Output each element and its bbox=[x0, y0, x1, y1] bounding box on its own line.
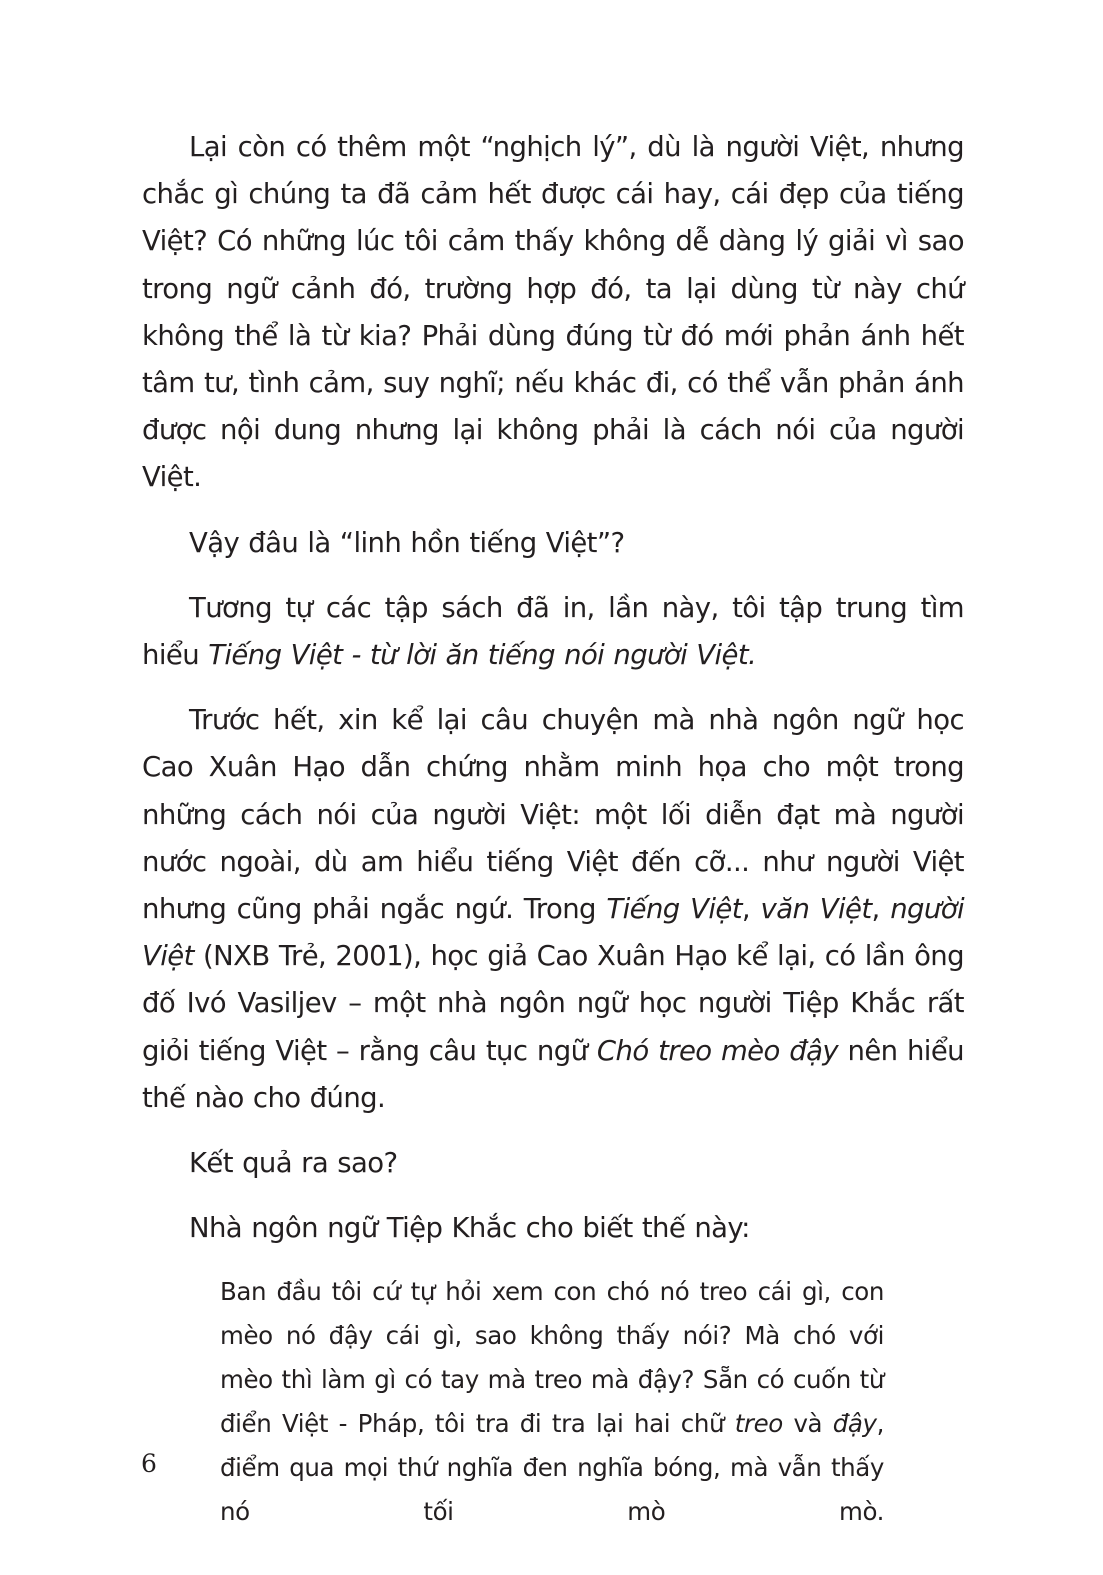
paragraph-text: Trước hết, xin kể lại câu chuyện mà nhà ngôn ngữ học Cao Xuân Hạo dẫn chứng nhằm minh họa cho một trong những cách nói của người Việt: một lối diễn đạt mà người nước ngoài, dù am hiểu tiếng Việt đến cỡ... như người Việt nhưng cũng phải ngắc ngứ. Trong bbox=[142, 704, 964, 926]
title-separator: , bbox=[871, 893, 880, 926]
book-title-part-3: người Việt bbox=[142, 893, 964, 973]
paragraph-text: nên hiểu thế nào cho đúng. bbox=[142, 1034, 964, 1114]
paragraph-intro-quote bbox=[142, 1205, 964, 1252]
quote-word-day: đậy bbox=[832, 1409, 877, 1439]
body-text bbox=[142, 124, 964, 1534]
paragraph-story bbox=[142, 697, 964, 1122]
paragraph-text: Nhà ngôn ngữ Tiệp Khắc cho biết thế này: bbox=[189, 1212, 750, 1245]
paragraph-text: Tương tự các tập sách đã in, lần này, tôi tập trung tìm hiểu bbox=[142, 591, 964, 672]
quote-text: , điểm qua mọi thứ nghĩa đen nghĩa bóng, mà vẫn thấy nó tối mò mò. bbox=[220, 1409, 885, 1527]
paragraph-text: Vậy đâu là “linh hồn tiếng Việt”? bbox=[189, 526, 625, 559]
book-title-part-2: văn Việt bbox=[760, 893, 872, 926]
book-title-italic: Tiếng Việt - từ lời ăn tiếng nói người Việt. bbox=[208, 639, 757, 672]
block-quote bbox=[220, 1270, 884, 1534]
page-number: 6 bbox=[141, 1449, 157, 1478]
paragraph-question-soul bbox=[142, 520, 964, 567]
title-separator: , bbox=[741, 893, 751, 926]
paragraph-paradox bbox=[142, 124, 964, 502]
paragraph-text: (NXB Trẻ, 2001), học giả Cao Xuân Hạo kể lại, có lần ông đố Ivó Vasiljev – một nhà ngôn ngữ học người Tiệp Khắc rất giỏi tiếng Việt – rằng câu tục ngữ bbox=[142, 940, 964, 1067]
proverb-italic: Chó treo mèo đậy bbox=[596, 1034, 838, 1067]
paragraph-text: Lại còn có thêm một “nghịch lý”, dù là người Việt, nhưng chắc gì chúng ta đã cảm hết được cái hay, cái đẹp của tiếng Việt? Có những lúc tôi cảm thấy không dễ dàng lý giải vì sao trong ngữ cảnh đó, trường hợp đó, ta lại dùng từ này chứ không thể là từ kia? Phải dùng đúng từ đó mới phản ánh hết tâm tư, tình cảm, suy nghĩ; nếu khác đi, có thể vẫn phản ánh được nội dung nhưng lại không phải là cách nói của người Việt. bbox=[142, 131, 964, 494]
paragraph-book-focus bbox=[142, 585, 964, 679]
paragraph-text: Kết quả ra sao? bbox=[189, 1147, 398, 1180]
quote-word-treo: treo bbox=[734, 1409, 783, 1439]
quote-text: và bbox=[793, 1409, 823, 1439]
paragraph-result-question bbox=[142, 1140, 964, 1187]
quote-text: Ban đầu tôi cứ tự hỏi xem con chó nó treo cái gì, con mèo nó đậy cái gì, sao không thấy nói? Mà chó với mèo thì làm gì có tay mà treo mà đậy? Sẵn có cuốn từ điển Việt - Pháp, tôi tra đi tra lại hai chữ bbox=[220, 1277, 884, 1439]
book-title-part-1: Tiếng Việt bbox=[606, 893, 742, 926]
